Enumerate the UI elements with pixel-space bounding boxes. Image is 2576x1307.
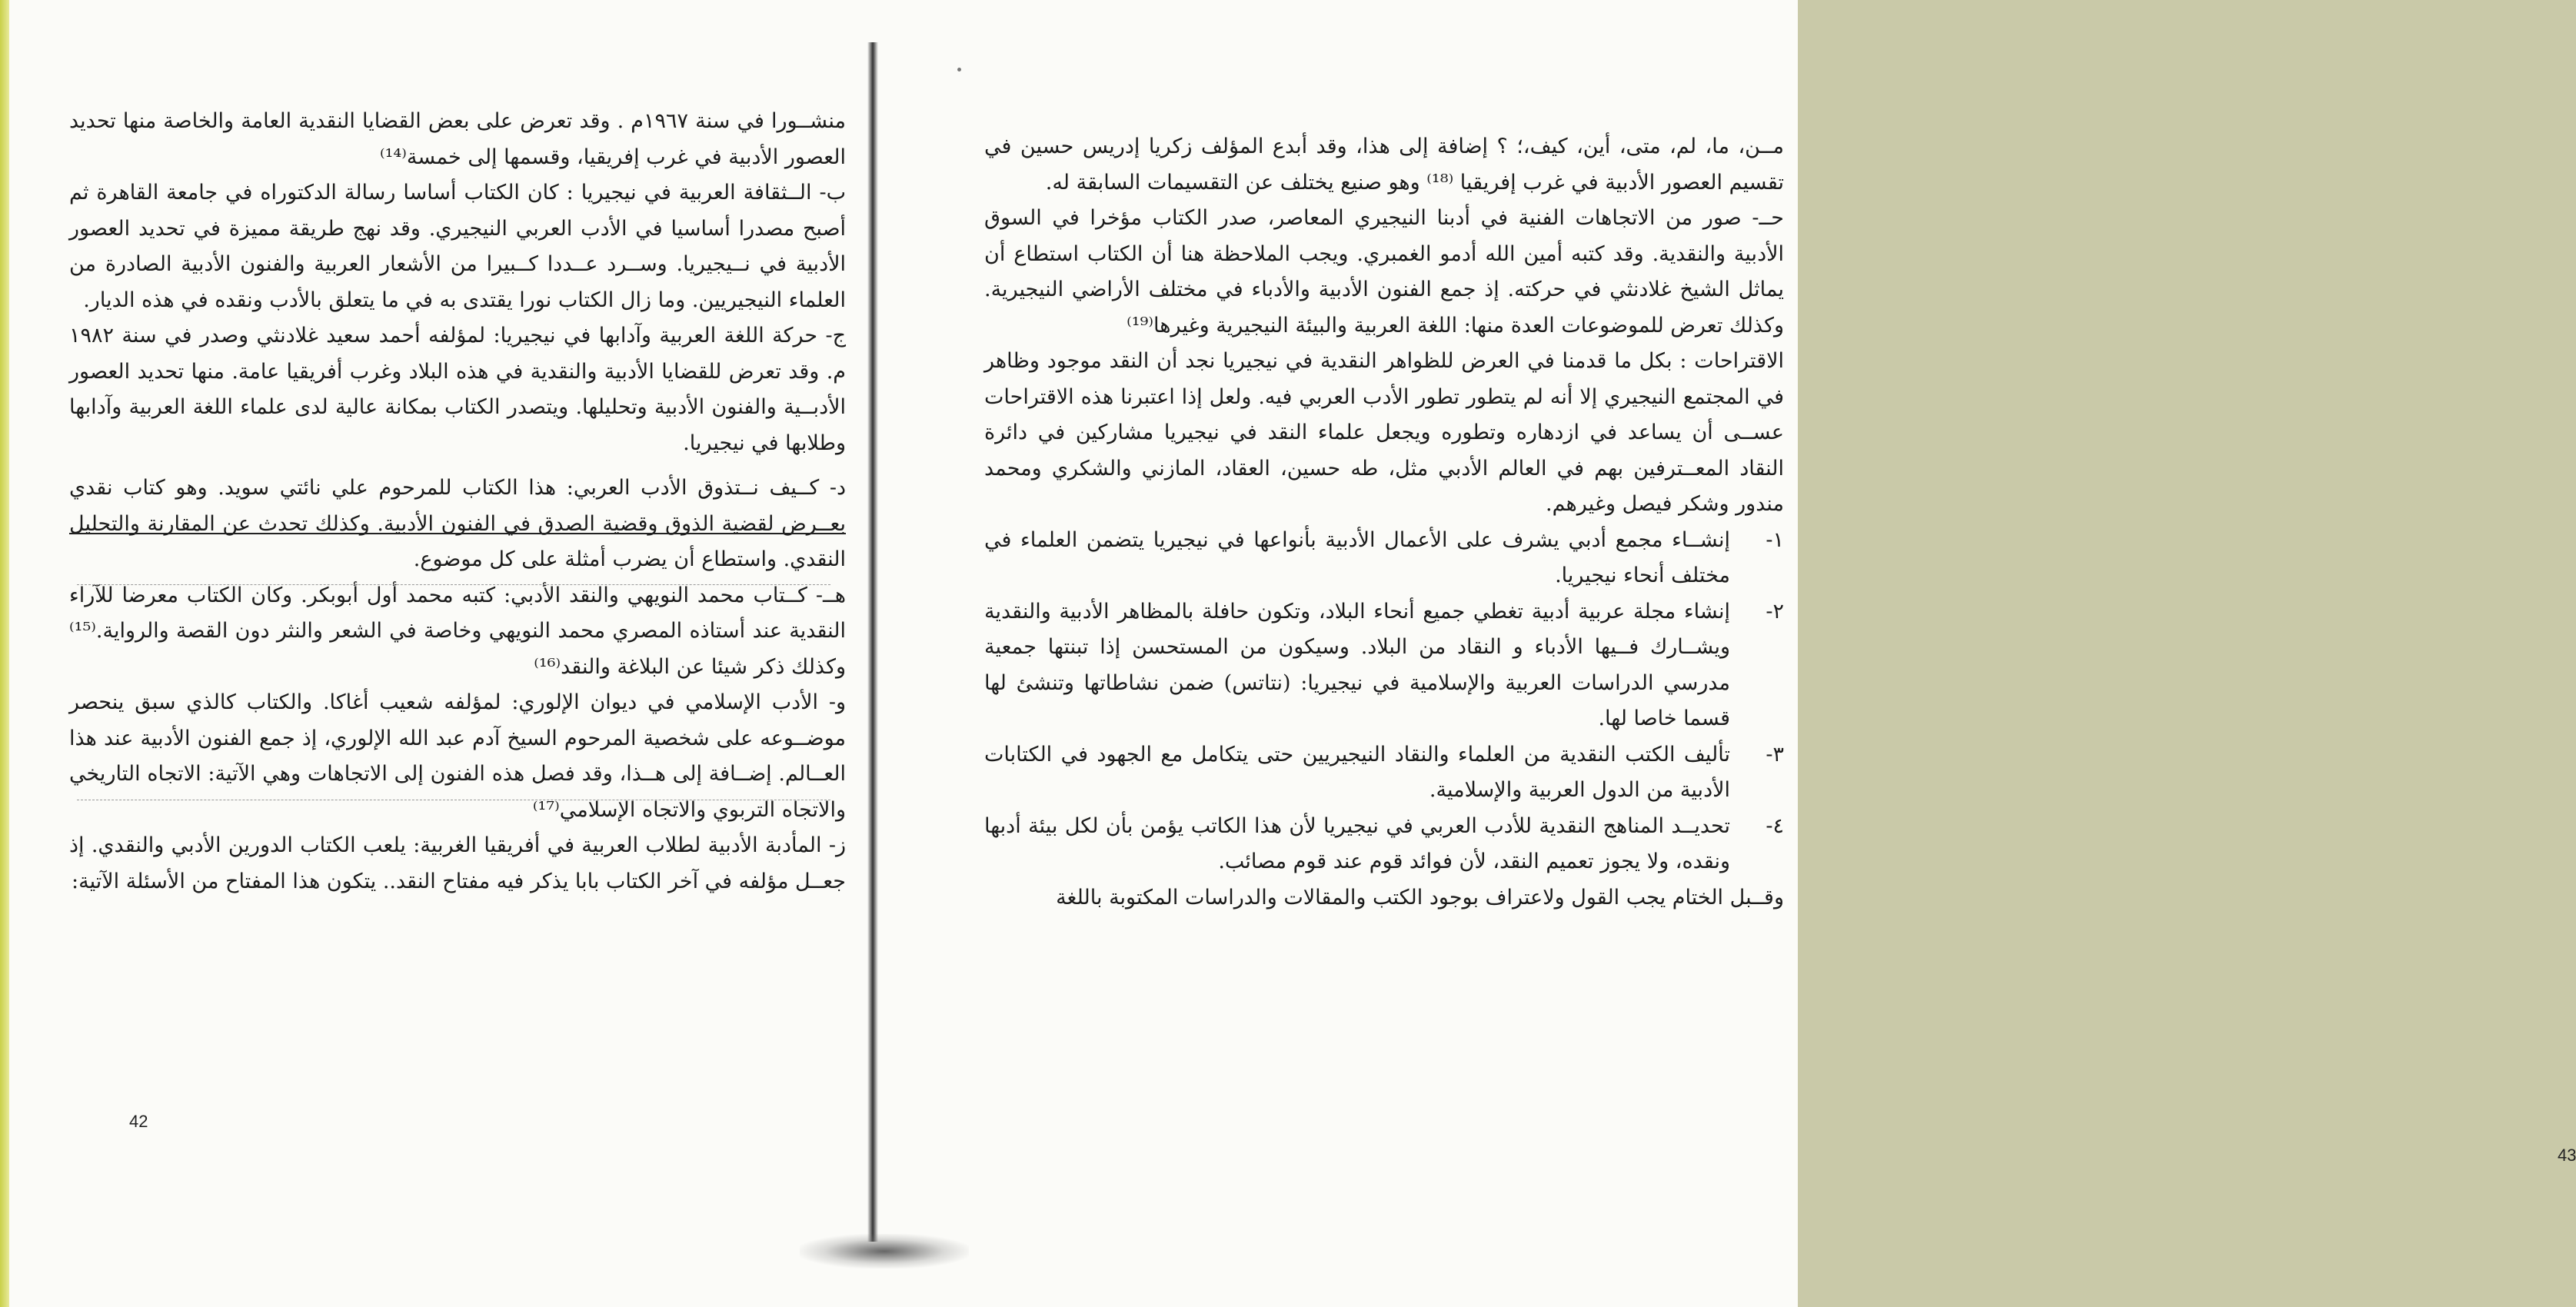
left-paragraph-w: و- الأدب الإسلامي في ديوان الإلوري: لمؤلفه شعيب أغاكا. والكتاب كالذي سبق ينحصر موضــوعه على شخصية المرحوم السيخ آدم عبد الله الإلوري، إذ جمع الفنون الأدبية عند هذا العــالم. إضــافة إلى هــذا، وقد فصل هذه الفنون إلى الاتجاهات وهي الآتية: الاتجاه التاريخي والاتجاه التربوي والاتجاه الإسلامي⁽¹⁷⁾ (69, 690, 846, 822)
suggestion-text: تحديــد المناهج النقدية للأدب العربي في نيجيريا لأن هذا الكاتب يؤمن بأن لكل بيئة أدبها ونقده، ولا يجوز تعميم النقد، لأن فوائد قوم عند قوم مصائب. (984, 813, 1730, 873)
suggestion-item-3 (984, 737, 1784, 809)
page-43 (900, 0, 2576, 1307)
left-paragraph-b: ب- الــثقافة العربية في نيجيريا : كان الكتاب أساسا رسالة الدكتوراه في جامعة القاهرة ثم أصبح مصدرا أساسيا في الأدب العربي النيجيري. وقد نهج طريقة مميزة في تحديد العصور الأدبية في نــيجيريا. وســرد عــددا كــبيرا من الأشعار العربية والفنون الأدبية الصادرة من العلماء النيجيريين. وما زال الكتاب نورا يقتدى به في ما يتعلق بالأدب ونقده في هذه الديار. (69, 181, 846, 312)
left-paragraph-d: د- كــيف نــتذوق الأدب العربي: هذا الكتاب للمرحوم علي نائتي سويد. وهو كتاب نقدي بعــرض لقضية الذوق وقضية الصدق في الفنون الأدبية. وكذلك تحدث عن المقارنة والتحليل النقدي. واستطاع أن يضرب أمثلة على كل موضوع. (69, 476, 846, 571)
scan-edge (0, 0, 9, 1307)
right-closing-line: وقــبل الختام يجب القول ولاعتراف بوجود الكتب والمقالات والدراسات المكتوبة باللغة (1056, 885, 1784, 910)
page-43-text (984, 129, 1784, 916)
left-paragraph-1: منشــورا في سنة ١٩٦٧م . وقد تعرض على بعض القضايا النقدية العامة والخاصة منها تحديد العصور الأدبية في غرب إفريقيا، وقسمها إلى خمسة⁽¹⁴⁾ (69, 109, 846, 169)
suggestion-text: إنشــاء مجمع أدبي يشرف على الأعمال الأدبية بأنواعها في نيجيريا يتضمن العلماء في مختلف أنحاء نيجيريا. (984, 527, 1730, 587)
page-42-text (69, 104, 846, 900)
right-paragraph-h: حــ- صور من الاتجاهات الفنية في أدبنا النيجيري المعاصر، صدر الكتاب مؤخرا في السوق الأدبية والنقدية. وقد كتبه أمين الله أدمو الغمبري. ويجب الملاحظة هنا أن الكتاب استطاع أن يماثل الشيخ غلادنثي في حركته. إذ جمع الفنون الأدبية والأدباء في مختلف الأراضي النيجيرية. وكذلك تعرض للموضوعات العدة منها: اللغة العربية والبيئة النيجيرية وغيرها⁽¹⁹⁾ (984, 206, 1784, 338)
suggestion-text: تأليف الكتب النقدية من العلماء والنقاد النيجيريين حتى يتكامل مع الجهود في الكتابات الأدبية من الدول العربية والإسلامية. (984, 742, 1730, 802)
suggestion-number: ٤- (1766, 813, 1784, 838)
suggestion-number: ٣- (1766, 742, 1784, 767)
suggestion-item-2 (984, 594, 1784, 737)
suggestion-number: ١- (1766, 527, 1784, 552)
page-number-42: 42 (129, 1112, 148, 1131)
left-paragraph-h: هــ- كــتاب محمد النويهي والنقد الأدبي: كتبه محمد أول أبوبكر. وكان الكتاب معرضا للآراء النقدية عند أستاذه المصري محمد النويهي وخاصة في الشعر والنثر دون القصة والرواية.⁽¹⁵⁾ وكذلك ذكر شيئا عن البلاغة والنقد⁽¹⁶⁾ (69, 583, 846, 679)
page-number-43: 43 (2558, 1146, 2576, 1165)
suggestion-number: ٢- (1766, 599, 1784, 624)
suggestion-item-1 (984, 523, 1784, 594)
page-42 (31, 0, 846, 1307)
suggestion-text: إنشاء مجلة عربية أدبية تغطي جميع أنحاء البلاد، وتكون حافلة بالمظاهر الأدبية والنقدية ويشــارك فــيها الأدباء و النقاد من البلاد. وسيكون من المستحسن إذا تبنتها جمعية مدرسي الدراسات العربية والإسلامية في نيجيريا: (نتاتس) ضمن نشاطاتها وتنشئ لها قسما خاصا لها. (984, 599, 1730, 730)
book-gutter (867, 42, 878, 1242)
right-paragraph-1: مــن، ما، لم، متى، أين، كيف،؛ ؟ إضافة إلى هذا، وقد أبدع المؤلف زكريا إدريس حسين في تقسيم العصور الأدبية في غرب إفريقيا ⁽¹⁸⁾ وهو صنيع يختلف عن التقسيمات السابقة له. (984, 135, 1784, 195)
scan-artifact-dashes (77, 584, 830, 585)
suggestion-item-4 (984, 809, 1784, 880)
right-paragraph-suggestions: الاقتراحات : بكل ما قدمنا في العرض للظواهر النقدية في نيجيريا نجد أن النقد موجود وظاهر في المجتمع النيجيري إلا أنه لم يتطور تطور الأدب العربي فيه. ولعل إذا اعتبرنا هذه الاقتراحات عســى أن يساعد في ازدهاره وتطوره ويجعل علماء النقد في نيجيريا مشاركين في دائرة النقاد المعــترفين بهم في العالم الأدبي مثل، طه حسين، العقاد، المازني والشكري ومحمد مندور وشكر فيصل وغيرهم. (984, 349, 1784, 516)
left-paragraph-c: ج- حركة اللغة العربية وآدابها في نيجيريا: لمؤلفه أحمد سعيد غلادنثي وصدر في سنة ١٩٨٢ م. وقد تعرض للقضايا الأدبية والنقدية في هذه البلاد وغرب أفريقيا عامة. منها تحديد العصور الأدبــية والفنون الأدبية وتحليلها. ويتصدر الكتاب بمكانة عالية لدى علماء اللغة العربية وآدابها وطلابها في نيجيريا. (69, 324, 846, 455)
separator-rule (69, 533, 846, 534)
left-paragraph-z: ز- المأدبة الأدبية لطلاب العربية في أفريقيا الغربية: يلعب الكتاب الدورين الأدبي والنقدي. إذ جعــل مؤلفه في آخر الكتاب بابا يذكر فيه مفتاح النقد.. يتكون هذا المفتاح من الأسئلة الآتية: (69, 833, 846, 893)
